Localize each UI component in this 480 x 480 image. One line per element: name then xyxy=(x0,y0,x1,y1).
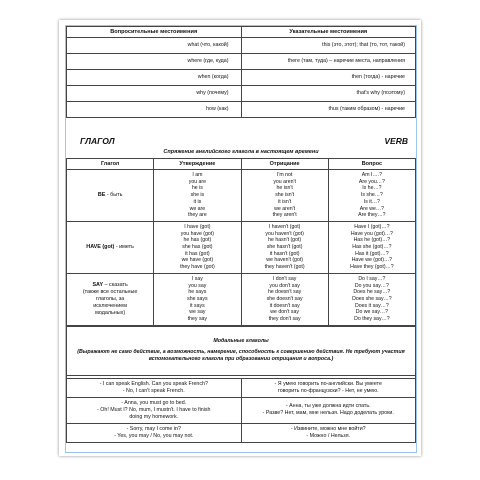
affirmative-form-line: I am xyxy=(192,172,203,178)
english-line-line: - Anna, you must go to bed. xyxy=(121,399,187,406)
pronouns-header-row xyxy=(67,27,416,38)
modal-example-row xyxy=(67,397,416,423)
negative-form-line: you haven't (got) xyxy=(265,230,304,237)
modal-verbs-table xyxy=(66,326,416,443)
negative-form-line: you don't say xyxy=(269,282,300,289)
question-form-line: Am I….? xyxy=(361,172,382,178)
negative-form-line: she isn't xyxy=(275,192,295,199)
interrogative-pronoun: how (как) xyxy=(67,102,242,118)
negative-form-line: he isn't xyxy=(276,185,293,192)
conjugation-row xyxy=(67,273,416,325)
affirmative-form-line: you say xyxy=(188,282,207,289)
question-form-line: Do I say…? xyxy=(358,275,386,282)
russian-line-line: говорить по-французски? - Нет, не умею. xyxy=(277,387,379,394)
verb-name: SAY xyxy=(92,282,104,289)
pronouns-row xyxy=(67,70,416,86)
affirmative-cell xyxy=(154,170,241,222)
verb-banner xyxy=(66,134,416,147)
question-form-line: Have I (got)…? xyxy=(354,223,390,230)
question-form-line: Has he (got)…? xyxy=(353,237,391,244)
russian-line-line: - Можно / Нельзя. xyxy=(306,432,351,439)
negative-cell xyxy=(241,170,328,222)
english-line-line: - No, I can't speak French. xyxy=(122,387,185,394)
question-form-line: Have they (got)…? xyxy=(350,264,394,271)
banner-left-title: ГЛАГОЛ xyxy=(80,135,115,146)
negative-form-line: I don't say xyxy=(272,275,297,282)
verb-cell xyxy=(67,170,154,222)
question-form-line: Has it (got)…? xyxy=(355,250,389,257)
verb-translation: - иметь xyxy=(114,243,134,250)
pronouns-row xyxy=(67,102,416,118)
pronouns-header-demonstrative: Указательные местоимения xyxy=(241,27,416,38)
question-form-line: Does he say…? xyxy=(353,289,391,296)
russian-translation xyxy=(241,378,416,397)
verb-note-line: исключением xyxy=(93,302,127,309)
question-form-line: Does it say…? xyxy=(355,302,389,309)
conjugation-row xyxy=(67,221,416,273)
modal-header-row xyxy=(67,326,416,375)
negative-form-line: it isn't xyxy=(278,198,292,205)
demonstrative-pronoun: that's why (поэтому) xyxy=(241,86,416,102)
negative-form-line: we haven't (got) xyxy=(266,257,303,264)
verb-name: BE xyxy=(97,192,106,199)
verb-name-line xyxy=(68,282,152,289)
conjugation-header-verb: Глагол xyxy=(67,159,154,170)
question-form-line: Do you say…? xyxy=(354,282,389,289)
russian-translation xyxy=(241,423,416,442)
negative-form-line: you aren't xyxy=(273,178,296,185)
verb-note-line: глаголы, за xyxy=(96,295,125,302)
question-form-line: Is he…? xyxy=(362,185,382,192)
modal-header-cell xyxy=(67,326,416,375)
negative-form-line: he doesn't say xyxy=(267,289,302,296)
interrogative-pronoun: when (когда) xyxy=(67,70,242,86)
negative-form-line: she doesn't say xyxy=(266,295,303,302)
conjugation-table xyxy=(66,158,416,326)
verb-name: HAVE (got) xyxy=(86,243,115,250)
affirmative-form-line: he is xyxy=(191,185,203,192)
question-form-line: Are we…? xyxy=(359,205,384,212)
negative-form-line: we aren't xyxy=(274,205,296,212)
negative-form-line: she hasn't (got) xyxy=(266,244,303,251)
english-example xyxy=(67,397,242,423)
interrogative-pronoun: where (где, куда) xyxy=(67,54,242,70)
conjugation-body xyxy=(67,170,416,326)
pronouns-table xyxy=(66,26,416,118)
interrogative-pronoun: why (почему) xyxy=(67,86,242,102)
conjugation-header-row xyxy=(67,159,416,170)
affirmative-form-line: we have (got) xyxy=(181,257,214,264)
negative-cell xyxy=(241,221,328,273)
pronouns-row xyxy=(67,86,416,102)
affirmative-form-line: it has (got) xyxy=(185,250,210,257)
verb-cell xyxy=(67,221,154,273)
verb-name-line xyxy=(68,192,152,199)
demonstrative-pronoun: there (там, туда) – наречие места, направления xyxy=(241,54,416,70)
negative-form-line: it hasn't (got) xyxy=(269,250,300,257)
question-cell xyxy=(328,170,415,222)
question-form-line: Have we (got)…? xyxy=(351,257,393,264)
affirmative-form-line: I have (got) xyxy=(184,223,211,230)
russian-line-line: - Я умею говорить по-английски. Вы умеете xyxy=(274,380,382,387)
banner-right-title: VERB xyxy=(384,135,408,146)
verb-note-line: (также все остальные xyxy=(82,289,138,296)
question-form-line: Are they…? xyxy=(358,212,386,219)
affirmative-form-line: it is xyxy=(193,198,202,205)
pronouns-header-interrogative: Вопросительные местоимения xyxy=(67,27,242,38)
russian-line-line: - Разве? Нет, мам, мне нельзя. Надо доделать уроки. xyxy=(262,410,394,417)
english-example xyxy=(67,423,242,442)
conjugation-header-question: Вопрос xyxy=(328,159,415,170)
affirmative-cell xyxy=(154,273,241,325)
pronouns-row xyxy=(67,38,416,54)
question-form-line: Do they say…? xyxy=(354,316,390,323)
negative-form-line: it doesn't say xyxy=(269,302,300,309)
verb-note-line: модальных) xyxy=(95,309,126,316)
question-form-line: Is it…? xyxy=(363,198,380,205)
verb-name-line xyxy=(68,244,152,251)
modal-body xyxy=(67,378,416,442)
negative-form-line: he hasn't (got) xyxy=(268,237,302,244)
english-line-line: - I can speak English. Can you speak French? xyxy=(99,380,208,387)
affirmative-form-line: I say xyxy=(191,275,203,282)
affirmative-form-line: they have (got) xyxy=(180,264,215,271)
conjugation-row xyxy=(67,170,416,222)
negative-form-line: they don't say xyxy=(268,316,301,323)
conjugation-header-affirmative: Утверждение xyxy=(154,159,241,170)
affirmative-form-line: it says xyxy=(190,302,205,309)
question-cell xyxy=(328,221,415,273)
question-form-line: Has she (got)…? xyxy=(352,244,392,251)
question-form-line: Have you (got)…? xyxy=(350,230,393,237)
negative-form-line: I haven't (got) xyxy=(268,223,301,230)
affirmative-form-line: she says xyxy=(187,295,208,302)
modal-example-row xyxy=(67,423,416,442)
document-page xyxy=(59,20,421,456)
verb-translation: - быть xyxy=(105,192,123,199)
modal-description: (Выражают не само действие, а возможность, намерение, способность к совершению действия. Не требуют участия вспомогательного глагола при образовании отрицания и вопроса.) xyxy=(77,349,405,363)
affirmative-form-line: she has (got) xyxy=(182,244,213,251)
russian-line-line: - Извините, можно мне войти? xyxy=(290,425,366,432)
english-line-line: doing my homework. xyxy=(129,413,179,420)
question-form-line: Do we say…? xyxy=(355,309,389,316)
demonstrative-pronoun: then (тогда) - наречие xyxy=(241,70,416,86)
affirmative-form-line: we are xyxy=(189,205,206,212)
negative-form-line: they aren't xyxy=(272,212,297,219)
question-form-line: Is she…? xyxy=(360,192,383,199)
question-form-line: Are you…? xyxy=(358,178,385,185)
affirmative-form-line: you are xyxy=(188,178,207,185)
russian-translation xyxy=(241,397,416,423)
pronouns-row xyxy=(67,54,416,70)
affirmative-form-line: you have (got) xyxy=(180,230,214,237)
page-content-frame xyxy=(65,25,417,453)
english-line-line: - Yes, you may / No, you may not. xyxy=(114,432,194,439)
question-form-line: Does she say…? xyxy=(352,295,392,302)
verb-cell xyxy=(67,273,154,325)
affirmative-cell xyxy=(154,221,241,273)
affirmative-form-line: she is xyxy=(190,192,205,199)
demonstrative-pronoun: this (это, этот); that (то, тот, такой) xyxy=(241,38,416,54)
affirmative-form-line: they say xyxy=(187,316,208,323)
affirmative-form-line: they are xyxy=(188,212,207,219)
modal-title: Модальные глаголы xyxy=(213,338,269,345)
affirmative-form-line: we say xyxy=(189,309,206,316)
conjugation-title: Спряжение английского глагола в настоящем времени xyxy=(163,149,319,155)
affirmative-form-line: he says xyxy=(188,289,207,296)
affirmative-form-line: he has (got) xyxy=(183,237,212,244)
verb-translation: – сказать xyxy=(103,282,128,289)
negative-cell xyxy=(241,273,328,325)
negative-form-line: I'm not xyxy=(276,172,293,178)
english-line-line: - Oh! Must I? No, mum, I mustn't. I have to finish xyxy=(97,406,211,413)
conjugation-header-negative: Отрицание xyxy=(241,159,328,170)
question-cell xyxy=(328,273,415,325)
interrogative-pronoun: what (что, какой) xyxy=(67,38,242,54)
pronouns-body xyxy=(67,38,416,118)
english-line-line: - Sorry, may I come in? xyxy=(126,425,181,432)
modal-example-row xyxy=(67,378,416,397)
demonstrative-pronoun: thus (таким образом) - наречие xyxy=(241,102,416,118)
negative-form-line: they haven't (got) xyxy=(264,264,305,271)
russian-line-line: - Анна, ты уже должна идти спать. xyxy=(285,403,371,410)
english-example xyxy=(67,378,242,397)
negative-form-line: we don't say xyxy=(270,309,299,316)
